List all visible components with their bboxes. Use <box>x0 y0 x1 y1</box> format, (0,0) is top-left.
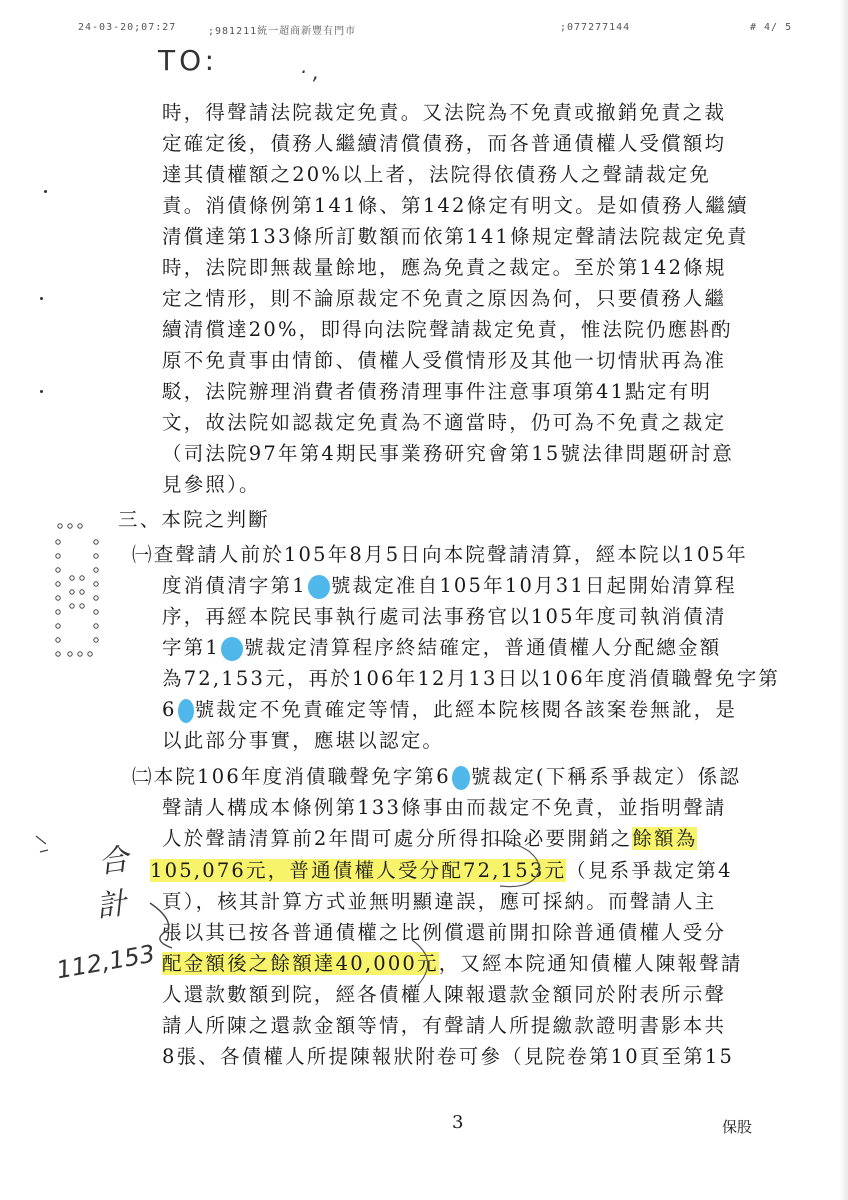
highlighted-text: 配金額後之餘額達40,000元 <box>162 952 439 975</box>
scan-speck <box>40 390 43 393</box>
department-stamp: 保股 <box>722 1118 753 1136</box>
item2-line: 頁），核其計算方式並無明顯違誤，應可採納。而聲請人主 <box>162 890 717 913</box>
text-span: 號裁定准自105年10月31日起開始清算程 <box>330 574 737 597</box>
text-span: 人於聲請清算前2年間可處分所得扣除必要開銷之 <box>162 827 633 850</box>
scan-speck <box>40 297 43 300</box>
body-line: 續清償達20%，即得向法院聲請裁定免責，惟法院仍應斟酌 <box>162 318 733 341</box>
item1-line: 序，再經本院民事執行處司法事務官以105年度司執消債清 <box>162 605 727 628</box>
body-line: 清償達第133條所訂數額而依第141條規定聲請法院裁定免責 <box>162 225 749 248</box>
fax-page: # 4/ 5 <box>750 22 793 33</box>
handwritten-to: TO: <box>158 44 219 77</box>
text-span: （見系爭裁定第4 <box>566 859 733 882</box>
fax-timestamp: 24-03-20;07:27 <box>78 22 177 33</box>
highlighted-text: 105,076元，普通債權人受分配72,153元 <box>150 859 567 882</box>
handwritten-note-ji: 計 <box>94 886 129 925</box>
fax-sender: ;981211統一超商新豐有門市 <box>208 26 357 37</box>
body-line: 文，故法院如認裁定免責為不適當時，仍可為不免責之裁定 <box>162 411 727 434</box>
body-line: 達其債權額之20%以上者，法院得依債務人之聲請裁定免 <box>162 163 712 186</box>
item1-line: 以此部分事實，應堪以認定。 <box>162 729 445 752</box>
body-line: 責。消債條例第141條、第142條定有明文。是如債務人繼續 <box>162 194 749 217</box>
item2-line: 張以其已按各普通債權之比例償還前開扣除普通債權人受分 <box>162 921 727 944</box>
seal-perforation-mark <box>52 522 102 662</box>
section-heading: 三、本院之判斷 <box>118 508 270 531</box>
body-line: 駁，法院辦理消費者債務清理事件注意事項第41點定有明 <box>162 380 713 403</box>
handwritten-note-he: 合 <box>96 842 131 881</box>
text-span: 字第1 <box>162 636 221 659</box>
item2-line: 請人所陳之還款金額等情，有聲請人所提繳款證明書影本共 <box>162 1014 727 1037</box>
body-line: 原不免責事由情節、債權人受償情形及其他一切情狀再為准 <box>162 349 727 372</box>
text-span: 6 <box>162 698 177 721</box>
text-span: 號裁定不免責確定等情，此經本院核閱各該案卷無訛，是 <box>194 698 738 721</box>
item2-line: 人還款數額到院，經各債權人陳報還款金額同於附表所示聲 <box>162 983 727 1006</box>
item2-line: 聲請人構成本條例第133條事由而裁定不免責，並指明聲請 <box>162 796 727 819</box>
body-line: （司法院97年第4期民事業務研究會第15號法律問題研討意 <box>162 442 735 465</box>
text-span: 號裁定清算程序終結確定，普通債權人分配總金額 <box>244 636 722 659</box>
handwritten-margin-number: 112,153 <box>54 939 157 985</box>
fax-phone: ;077277144 <box>560 22 631 33</box>
highlighted-text: 餘額為 <box>632 827 698 850</box>
text-span: 號裁定(下稱系爭裁定）係認 <box>470 765 742 788</box>
body-line: 定確定後，債務人繼續清償債務，而各普通債權人受償額均 <box>162 132 727 155</box>
scan-edge-shadow <box>840 0 848 1200</box>
item1-line: ㈠查聲請人前於105年8月5日向本院聲請清算，經本院以105年 <box>132 543 748 566</box>
text-span: ，又經本院通知債權人陳報聲請 <box>438 952 743 975</box>
body-line: 見參照）。 <box>162 473 261 496</box>
text-span: 度消債清字第1 <box>162 574 307 597</box>
body-line: 定之情形，則不論原裁定不免責之原因為何，只要債務人繼 <box>162 287 727 310</box>
body-line: 時，法院即無裁量餘地，應為免責之裁定。至於第142條規 <box>162 256 727 279</box>
page-number: 3 <box>452 1112 464 1133</box>
scan-speck <box>44 190 47 193</box>
item1-line: 為72,153元，再於106年12月13日以106年度消債職聲免字第 <box>162 667 781 690</box>
body-line: 時，得聲請法院裁定免責。又法院為不免責或撤銷免責之裁 <box>162 101 727 124</box>
item2-line: 8張、各債權人所提陳報狀附卷可參（見院卷第10頁至第15 <box>162 1045 735 1068</box>
handwritten-mark: · , <box>300 60 320 84</box>
text-span: ㈡本院106年度消債職聲免字第6 <box>132 765 451 788</box>
